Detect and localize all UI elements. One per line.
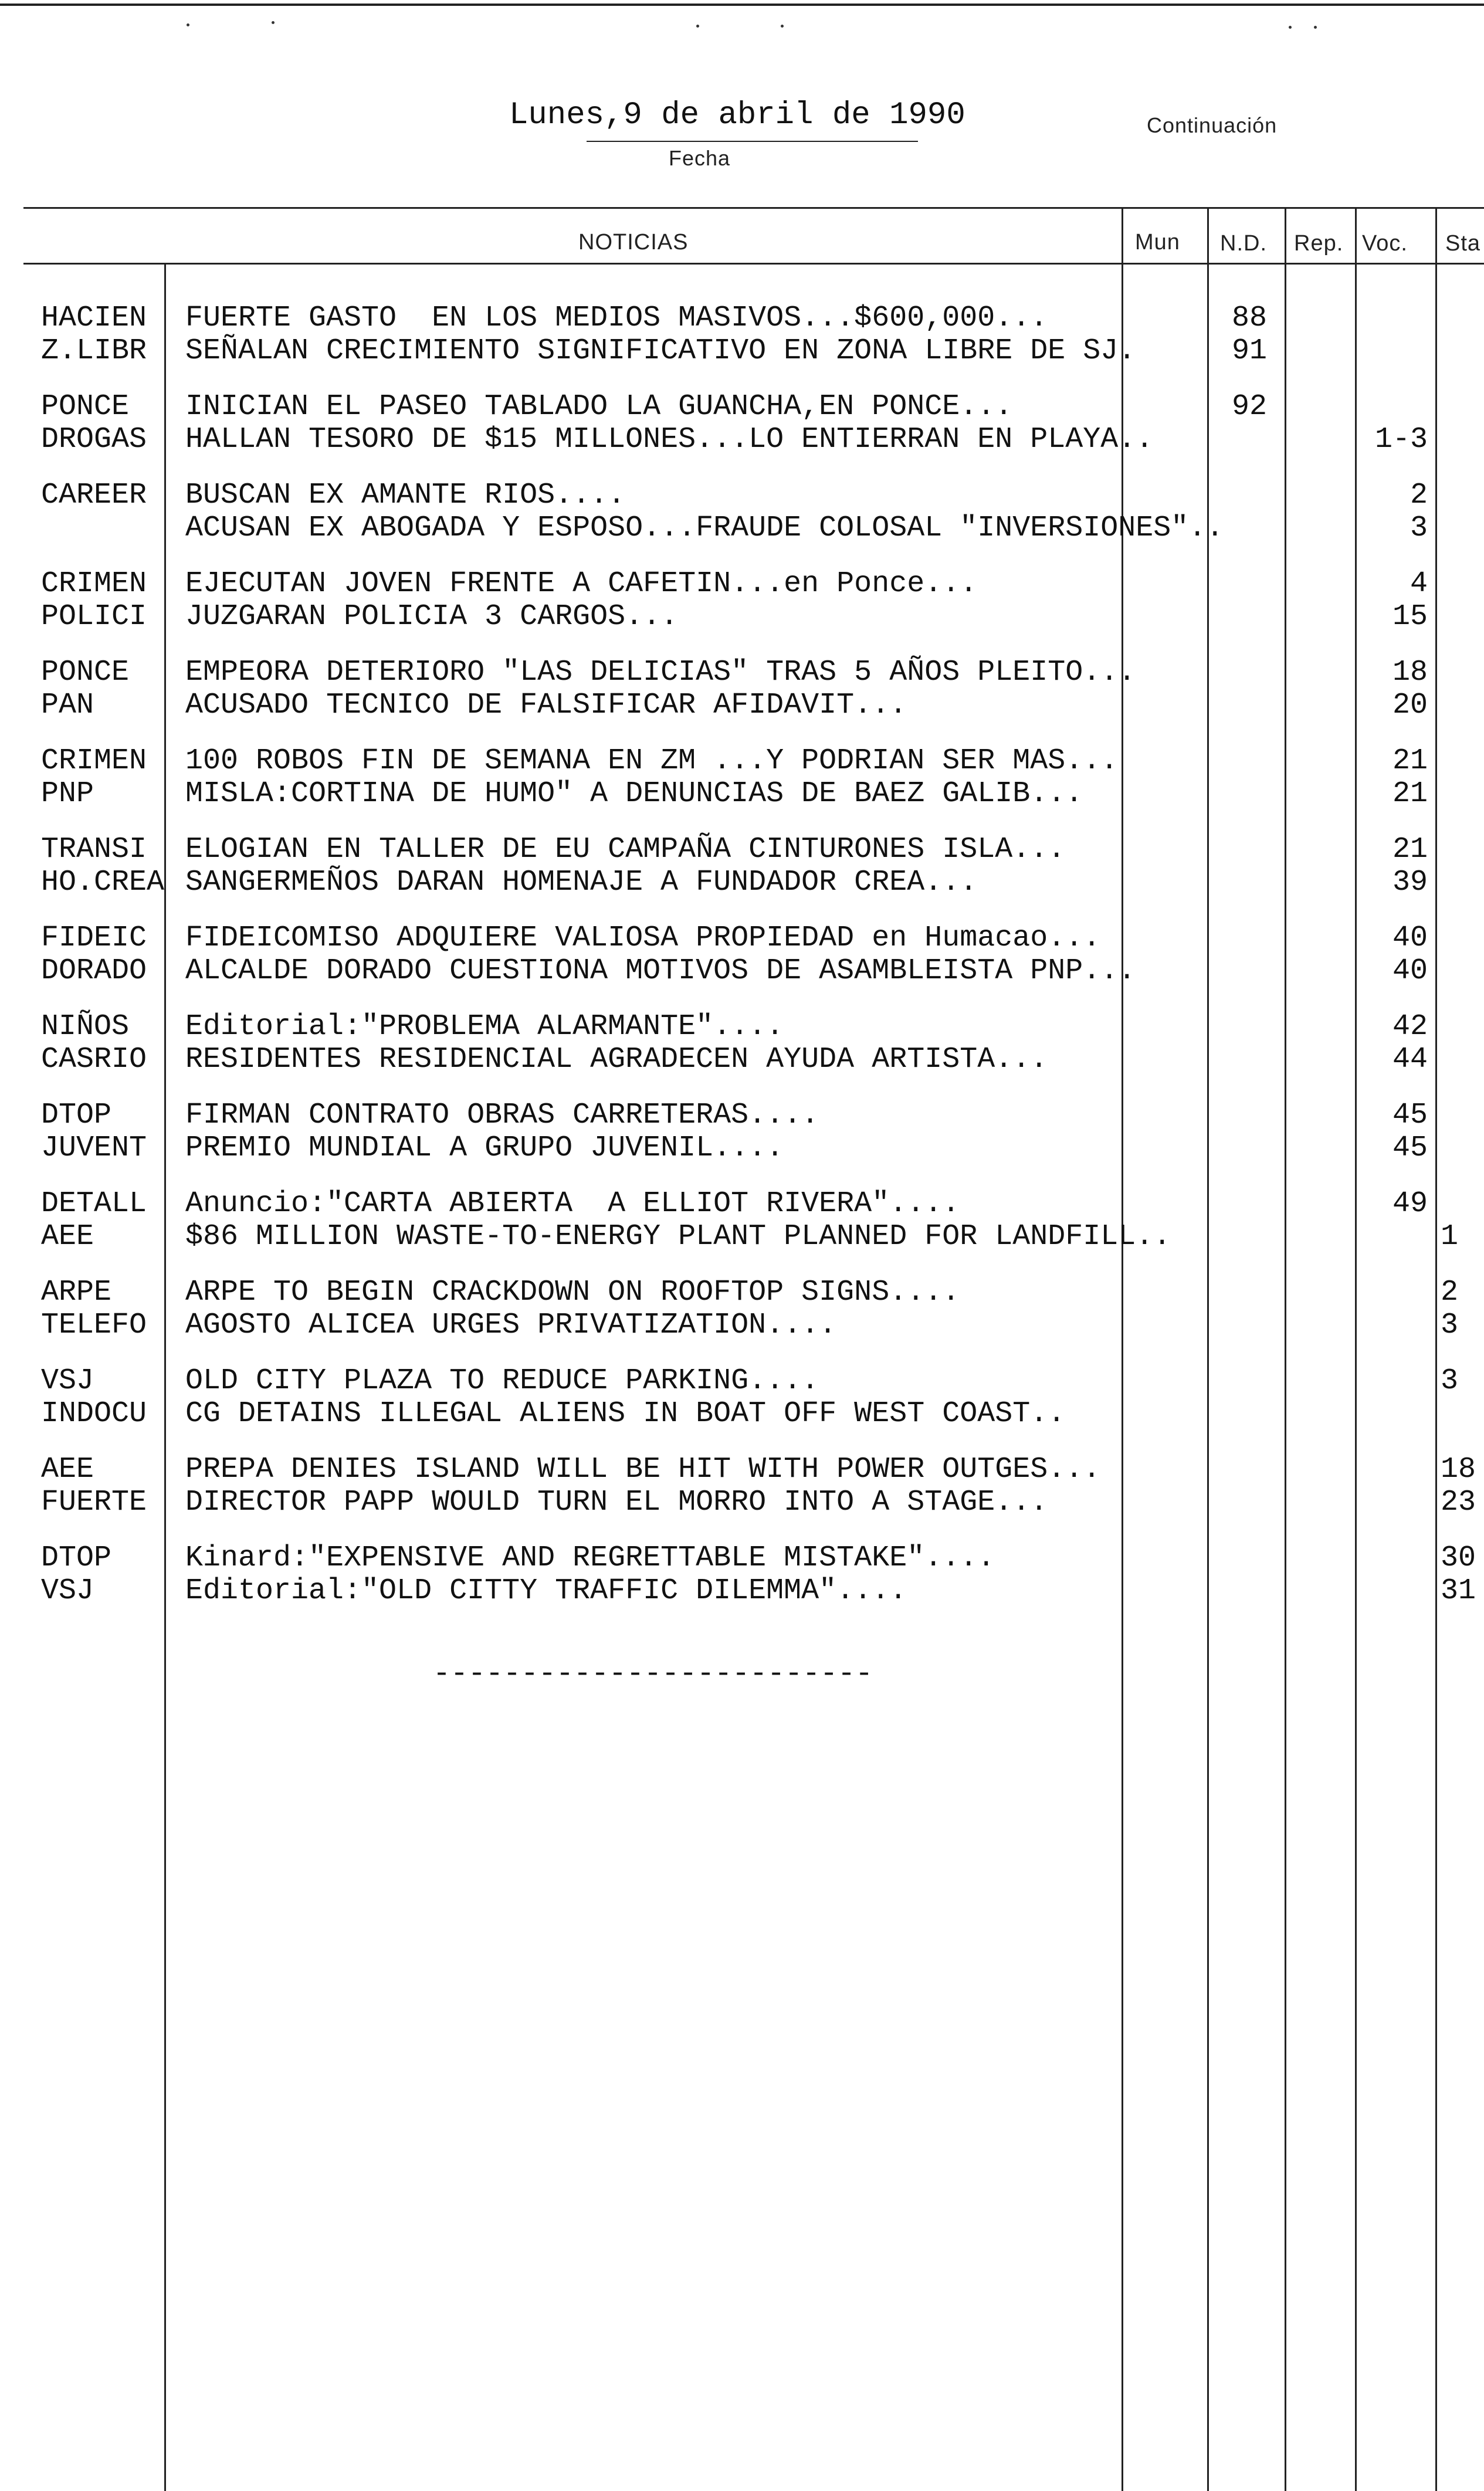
news-headline: ALCALDE DORADO CUESTIONA MOTIVOS DE ASAMBLEISTA PNP... [185,954,1136,988]
news-headline: ACUSADO TECNICO DE FALSIFICAR AFIDAVIT... [185,689,907,722]
section-code: TELEFO [41,1309,147,1342]
news-headline: Anuncio:"CARTA ABIERTA A ELLIOT RIVERA".... [185,1187,960,1221]
news-headline: $86 MILLION WASTE-TO-ENERGY PLANT PLANNED FOR LANDFILL.. [185,1220,1171,1253]
section-code: PONCE [41,656,130,689]
header-sta: Sta [1445,231,1481,256]
news-headline: BUSCAN EX AMANTE RIOS.... [185,479,626,512]
section-code: DETALL [41,1187,147,1221]
section-code: PNP [41,777,94,811]
voc-page-number: 39 [1392,866,1428,899]
news-headline: Editorial:"OLD CITTY TRAFFIC DILEMMA".... [185,1574,907,1608]
news-headline: MISLA:CORTINA DE HUMO" A DENUNCIAS DE BAEZ GALIB... [185,777,1083,811]
section-code: CAREER [41,479,147,512]
news-headline: AGOSTO ALICEA URGES PRIVATIZATION.... [185,1309,837,1342]
section-code: JUVENT [41,1131,147,1165]
voc-page-number: 49 [1392,1187,1428,1221]
section-code: CRIMEN [41,744,147,778]
voc-page-number: 21 [1392,777,1428,811]
news-headline: CG DETAINS ILLEGAL ALIENS IN BOAT OFF WEST COAST.. [185,1397,1066,1431]
nd-page-number: 92 [1231,390,1267,423]
section-code: FUERTE [41,1486,147,1519]
section-code: ARPE [41,1276,112,1309]
voc-page-number: 1-3 [1374,423,1428,456]
news-headline: FUERTE GASTO EN LOS MEDIOS MASIVOS...$600,000... [185,301,1048,335]
news-headline: PREMIO MUNDIAL A GRUPO JUVENIL.... [185,1131,784,1165]
voc-page-number: 42 [1392,1010,1428,1043]
section-code: TRANSI [41,833,147,866]
section-code: HO.CREA [41,866,165,899]
section-code: AEE [41,1220,94,1253]
date-caption: Fecha [669,146,731,170]
top-edge-line [0,4,1484,6]
voc-page-number: 18 [1392,656,1428,689]
scan-speck [1314,26,1317,29]
scan-speck [272,21,275,24]
sta-column-divider [1435,207,1437,2491]
news-headline: SANGERMEÑOS DARAN HOMENAJE A FUNDADOR CREA... [185,866,978,899]
news-headline: Kinard:"EXPENSIVE AND REGRETTABLE MISTAKE".... [185,1541,995,1575]
code-column-divider [164,263,166,2491]
table-top-rule [23,207,1484,209]
section-code: DROGAS [41,423,147,456]
scan-speck [1289,26,1292,29]
section-code: AEE [41,1453,94,1486]
news-headline: SEÑALAN CRECIMIENTO SIGNIFICATIVO EN ZONA LIBRE DE SJ. [185,334,1136,368]
news-headline: JUZGARAN POLICIA 3 CARGOS... [185,600,679,633]
sta-page-number: 30 [1441,1541,1476,1575]
header-voc: Voc. [1362,231,1408,256]
news-headline: ARPE TO BEGIN CRACKDOWN ON ROOFTOP SIGNS.... [185,1276,960,1309]
voc-page-number: 3 [1410,511,1428,545]
voc-page-number: 20 [1392,689,1428,722]
voc-page-number: 4 [1410,567,1428,601]
section-code: POLICI [41,600,147,633]
scan-speck [696,25,699,28]
news-headline: Editorial:"PROBLEMA ALARMANTE".... [185,1010,784,1043]
header-mun: Mun [1135,230,1180,255]
voc-page-number: 15 [1392,600,1428,633]
section-code: HACIEN [41,301,147,335]
nd-page-number: 88 [1231,301,1267,335]
section-code: INDOCU [41,1397,147,1431]
news-headline: FIDEICOMISO ADQUIERE VALIOSA PROPIEDAD en Humacao... [185,921,1101,955]
news-headline: RESIDENTES RESIDENCIAL AGRADECEN AYUDA ARTISTA... [185,1043,1048,1076]
sta-page-number: 31 [1441,1574,1476,1608]
section-code: FIDEIC [41,921,147,955]
scan-speck [187,23,189,26]
continuation-label: Continuación [1147,113,1278,137]
news-headline: DIRECTOR PAPP WOULD TURN EL MORRO INTO A STAGE... [185,1486,1048,1519]
section-code: CRIMEN [41,567,147,601]
section-code: Z.LIBR [41,334,147,368]
sta-page-number: 23 [1441,1486,1476,1519]
sta-page-number: 18 [1441,1453,1476,1486]
voc-page-number: 21 [1392,833,1428,866]
scan-speck [781,25,784,28]
news-headline: 100 ROBOS FIN DE SEMANA EN ZM ...Y PODRIAN SER MAS... [185,744,1119,778]
rep-column-divider [1285,207,1286,2491]
voc-page-number: 45 [1392,1099,1428,1132]
document-date: Lunes,9 de abril de 1990 [509,97,965,133]
end-of-list-rule: ------------------------- [433,1658,873,1691]
table-header-rule [23,263,1484,265]
voc-page-number: 44 [1392,1043,1428,1076]
header-rep: Rep. [1294,231,1344,256]
section-code: DTOP [41,1099,112,1132]
news-headline: EJECUTAN JOVEN FRENTE A CAFETIN...en Ponce... [185,567,978,601]
section-code: PONCE [41,390,130,423]
news-headline: EMPEORA DETERIORO "LAS DELICIAS" TRAS 5 AÑOS PLEITO... [185,656,1136,689]
voc-page-number: 2 [1410,479,1428,512]
section-code: PAN [41,689,94,722]
section-code: NIÑOS [41,1010,130,1043]
section-code: DORADO [41,954,147,988]
sta-page-number: 3 [1441,1309,1459,1342]
sta-page-number: 1 [1441,1220,1459,1253]
news-headline: OLD CITY PLAZA TO REDUCE PARKING.... [185,1364,819,1398]
voc-column-divider [1355,207,1357,2491]
voc-page-number: 40 [1392,921,1428,955]
news-headline: ELOGIAN EN TALLER DE EU CAMPAÑA CINTURONES ISLA... [185,833,1066,866]
sta-page-number: 2 [1441,1276,1459,1309]
section-code: VSJ [41,1364,94,1398]
news-headline: INICIAN EL PASEO TABLADO LA GUANCHA,EN PONCE... [185,390,1013,423]
voc-page-number: 21 [1392,744,1428,778]
mun-column-divider [1122,207,1123,2491]
header-noticias: NOTICIAS [578,230,689,255]
news-headline: HALLAN TESORO DE $15 MILLONES...LO ENTIERRAN EN PLAYA.. [185,423,1154,456]
nd-column-divider [1207,207,1209,2491]
header-nd: N.D. [1220,231,1267,256]
sta-page-number: 3 [1441,1364,1459,1398]
section-code: DTOP [41,1541,112,1575]
news-headline: ACUSAN EX ABOGADA Y ESPOSO...FRAUDE COLOSAL "INVERSIONES".. [185,511,1224,545]
section-code: VSJ [41,1574,94,1608]
voc-page-number: 40 [1392,954,1428,988]
date-underline [587,141,918,142]
news-headline: FIRMAN CONTRATO OBRAS CARRETERAS.... [185,1099,819,1132]
nd-page-number: 91 [1231,334,1267,368]
section-code: CASRIO [41,1043,147,1076]
voc-page-number: 45 [1392,1131,1428,1165]
news-headline: PREPA DENIES ISLAND WILL BE HIT WITH POWER OUTGES... [185,1453,1101,1486]
